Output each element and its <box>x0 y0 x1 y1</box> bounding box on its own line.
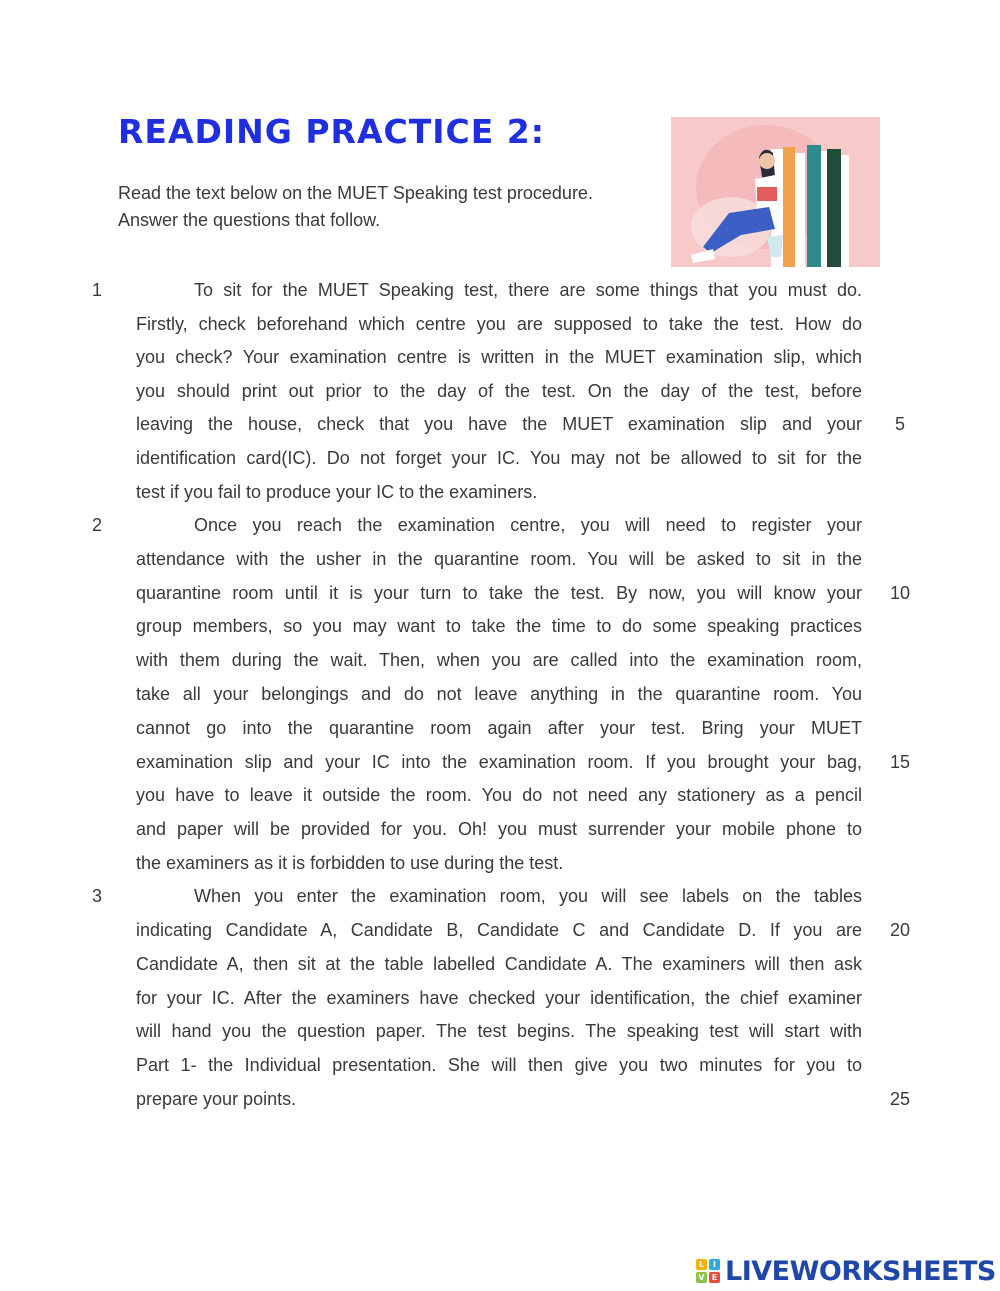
text-line: you check? Your examination centre is written in the MUET examination slip, which <box>136 347 862 367</box>
logo-mark-icon <box>696 1259 720 1283</box>
text-line: Part 1- the Individual presentation. She will then give you two minutes for you to <box>136 1055 862 1075</box>
text-line: Firstly, check beforehand which centre you are supposed to take the test. How do <box>136 314 862 334</box>
paragraph-number-1: 1 <box>92 280 103 300</box>
logo-mark-letter: L <box>696 1259 707 1270</box>
text-line: take all your belongings and do not leave anything in the quarantine room. You <box>136 684 862 704</box>
text-line: indicating Candidate A, Candidate B, Candidate C and Candidate D. If you are <box>136 920 862 940</box>
text-line: the examiners as it is forbidden to use during the test. <box>136 853 564 873</box>
text-line: you have to leave it outside the room. You do not need any stationery as a pencil <box>136 785 862 805</box>
line-number-20: 20 <box>889 920 911 940</box>
text-line: prepare your points. <box>136 1089 297 1109</box>
text-line: attendance with the usher in the quarantine room. You will be asked to sit in the <box>136 549 862 569</box>
text-line: with them during the wait. Then, when you are called into the examination room, <box>136 650 862 670</box>
text-line: leaving the house, check that you have the MUET examination slip and your <box>136 414 862 434</box>
paragraph-number-2: 2 <box>92 515 103 535</box>
text-line: Once you reach the examination centre, you will need to register your <box>194 515 862 535</box>
instructions-line-2: Answer the questions that follow. <box>118 210 381 230</box>
text-line: group members, so you may want to take the time to do some speaking practices <box>136 616 862 636</box>
text-line: examination slip and your IC into the examination room. If you brought your bag, <box>136 752 862 772</box>
text-line: quarantine room until it is your turn to take the test. By now, you will know your <box>136 583 862 603</box>
text-line: you should print out prior to the day of the test. On the day of the test, before <box>136 381 862 401</box>
text-line: cannot go into the quarantine room again after your test. Bring your MUET <box>136 718 862 738</box>
line-number-5: 5 <box>894 414 905 434</box>
girl-reading-illustration <box>671 117 880 267</box>
instructions <box>118 180 673 234</box>
logo-text: LIVEWORKSHEETS <box>725 1255 996 1287</box>
logo-mark-letter: E <box>709 1272 720 1283</box>
line-number-25: 25 <box>889 1089 911 1109</box>
liveworksheets-logo <box>696 1254 996 1288</box>
line-number-15: 15 <box>889 752 911 772</box>
line-number-10: 10 <box>889 583 911 603</box>
text-line: identification card(IC). Do not forget your IC. You may not be allowed to sit for the <box>136 448 862 468</box>
text-line: for your IC. After the examiners have checked your identification, the chief examiner <box>136 988 862 1008</box>
page-title: READING PRACTICE 2: <box>118 112 545 151</box>
logo-mark-letter: V <box>696 1272 707 1283</box>
text-line: To sit for the MUET Speaking test, there are some things that you must do. <box>194 280 862 300</box>
logo-mark-letter: I <box>709 1259 720 1270</box>
text-line: When you enter the examination room, you will see labels on the tables <box>194 886 862 906</box>
instructions-line-1: Read the text below on the MUET Speaking test procedure. <box>118 183 593 203</box>
paragraph-number-3: 3 <box>92 886 103 906</box>
text-line: and paper will be provided for you. Oh! you must surrender your mobile phone to <box>136 819 862 839</box>
text-line: will hand you the question paper. The test begins. The speaking test will start with <box>136 1021 862 1041</box>
text-line: test if you fail to produce your IC to the examiners. <box>136 482 538 502</box>
text-line: Candidate A, then sit at the table labelled Candidate A. The examiners will then ask <box>136 954 862 974</box>
